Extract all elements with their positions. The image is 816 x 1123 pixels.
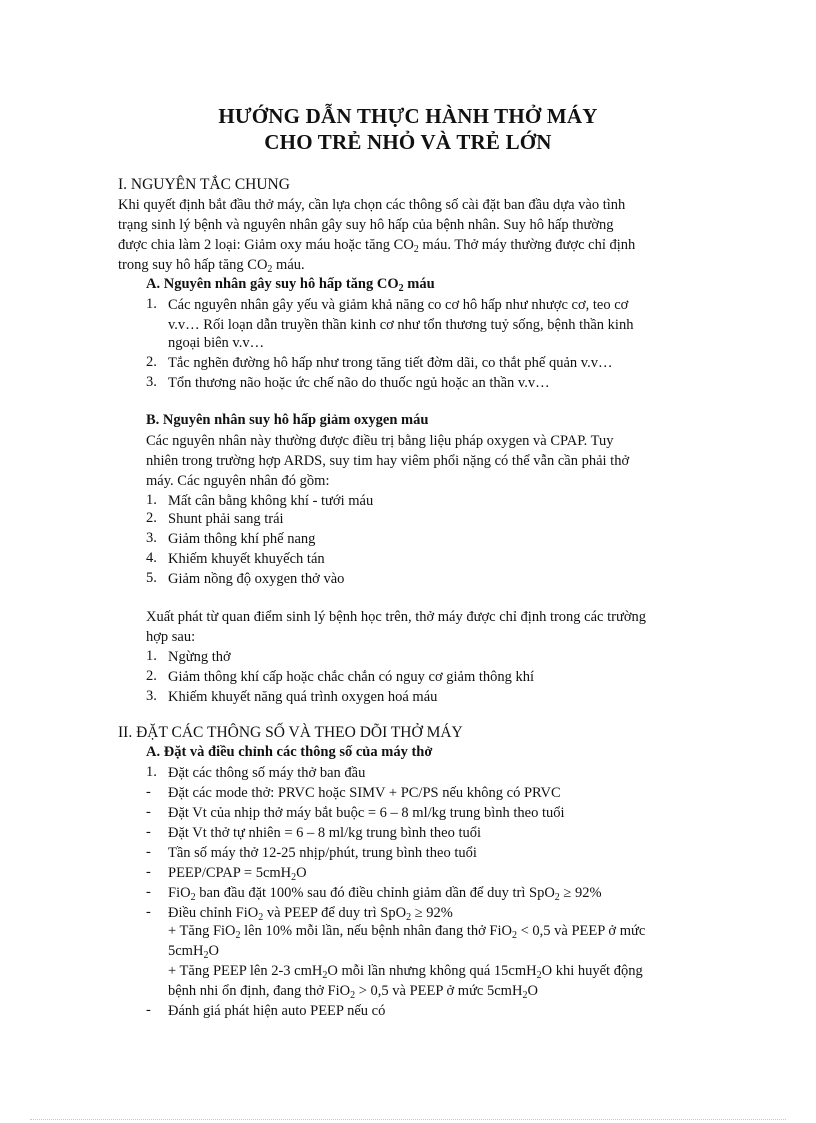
intro-line-4: trong suy hô hấp tăng $CO_2$ máu.: [118, 257, 305, 275]
list-c-num-2: 2.: [146, 668, 157, 684]
list-c-num-3: 3.: [146, 688, 157, 704]
setting-vt-mandatory: Đặt Vt của nhịp thở máy bắt buộc = 6 – 8 ml/kg trung bình theo tuổi: [168, 805, 565, 821]
setting-peep-cpap: PEEP/CPAP = 5cmH$_2$O: [168, 865, 307, 883]
subsection-b-heading: B. Nguyên nhân suy hô hấp giảm oxygen máu: [146, 412, 429, 428]
section-1-heading: I. NGUYÊN TẮC CHUNG: [118, 176, 290, 193]
list-b-num-2: 2.: [146, 510, 157, 526]
list-c-num-1: 1.: [146, 648, 157, 664]
dash-6: -: [146, 884, 151, 900]
list-a-num-2: 2.: [146, 354, 157, 370]
list-a-item-1-line-1: Các nguyên nhân gây yếu và giảm khả năng co cơ hô hấp như nhược cơ, teo cơ: [168, 297, 629, 313]
list-c-item-3: Khiếm khuyết năng quá trình oxygen hoá máu: [168, 689, 438, 705]
list-a-item-1-line-3: ngoại biên v.v…: [168, 335, 265, 351]
list-b-num-3: 3.: [146, 530, 157, 546]
list-b-item-4: Khiếm khuyết khuyếch tán: [168, 551, 325, 567]
subsection-a-heading: A. Nguyên nhân gây suy hô hấp tăng $CO_2$ máu: [146, 276, 435, 294]
setting-adjust-fio2-peep: Điều chỉnh FiO$_2$ và PEEP để duy trì SpO$_2$ ≥ 92%: [168, 905, 453, 923]
para-c-line-1: Xuất phát từ quan điểm sinh lý bệnh học trên, thở máy được chỉ định trong các trường: [146, 609, 646, 625]
para-b-line-3: máy. Các nguyên nhân đó gồm:: [146, 473, 330, 489]
list-a-item-1-line-2: v.v… Rối loạn dẫn truyền thần kinh cơ như tổn thương tuỷ sống, bệnh thần kinh: [168, 317, 634, 333]
list-b-num-5: 5.: [146, 570, 157, 586]
list-a-num-1: 1.: [146, 296, 157, 312]
page-bottom-divider: [30, 1119, 786, 1120]
dash-7: -: [146, 904, 151, 920]
list-b-item-1: Mất cân bằng không khí - tưới máu: [168, 493, 374, 509]
dash-4: -: [146, 844, 151, 860]
section-2-heading: II. ĐẶT CÁC THÔNG SỐ VÀ THEO DÕI THỞ MÁY: [118, 724, 463, 741]
adjust-peep-rule-line-2: bệnh nhi ổn định, đang thở FiO$_2$ > 0,5 và PEEP ở mức 5cmH$_2$O: [168, 983, 538, 1001]
list-a-item-2: Tắc nghẽn đường hô hấp như trong tăng tiết đờm dãi, co thắt phế quản v.v…: [168, 355, 613, 371]
dash-3: -: [146, 824, 151, 840]
setting-rate: Tần số máy thở 12-25 nhịp/phút, trung bình theo tuổi: [168, 845, 477, 861]
intro-line-1: Khi quyết định bắt đầu thở máy, cần lựa chọn các thông số cài đặt ban đầu dựa vào tình: [118, 197, 626, 213]
dash-2: -: [146, 804, 151, 820]
dash-5: -: [146, 864, 151, 880]
list-c-item-1: Ngừng thở: [168, 649, 231, 665]
setting-auto-peep: Đánh giá phát hiện auto PEEP nếu có: [168, 1003, 386, 1019]
setting-modes: Đặt các mode thở: PRVC hoặc SIMV + PC/PS nếu không có PRVC: [168, 785, 561, 801]
list-a-num-3: 3.: [146, 374, 157, 390]
adjust-fio2-rule-line-2: 5cmH$_2$O: [168, 943, 219, 961]
list-c-item-2: Giảm thông khí cấp hoặc chắc chắn có nguy cơ giảm thông khí: [168, 669, 535, 685]
setting-fio2-initial: FiO$_2$ ban đầu đặt 100% sau đó điều chỉnh giảm dần để duy trì SpO$_2$ ≥ 92%: [168, 885, 602, 903]
list-a-item-3: Tổn thương não hoặc ức chế não do thuốc ngủ hoặc an thần v.v…: [168, 375, 550, 391]
list-b-item-2: Shunt phải sang trái: [168, 511, 284, 527]
intro-line-3: được chia làm 2 loại: Giảm oxy máu hoặc tăng $CO_2$ máu. Thở máy thường được chỉ định: [118, 237, 636, 255]
intro-line-2: trạng sinh lý bệnh và nguyên nhân gây suy hô hấp của bệnh nhân. Suy hô hấp thường: [118, 217, 614, 233]
para-c-line-2: hợp sau:: [146, 629, 196, 645]
para-b-line-2: nhiên trong trường hợp ARDS, suy tim hay viêm phổi nặng có thể vẫn cần phải thở: [146, 453, 630, 469]
para-b-line-1: Các nguyên nhân này thường được điều trị bằng liệu pháp oxygen và CPAP. Tuy: [146, 433, 614, 449]
adjust-fio2-rule-line-1: + Tăng FiO$_2$ lên 10% mỗi lần, nếu bệnh nhân đang thở FiO$_2$ < 0,5 và PEEP ở mức: [168, 923, 646, 941]
list-b-item-5: Giảm nồng độ oxygen thở vào: [168, 571, 345, 587]
adjust-peep-rule-line-1: + Tăng PEEP lên 2-3 cmH$_2$O mỗi lần nhưng không quá 15cmH$_2$O khi huyết động: [168, 963, 643, 981]
list-b-item-3: Giảm thông khí phế nang: [168, 531, 316, 547]
dash-8: -: [146, 1002, 151, 1018]
section-2-num-1: 1.: [146, 764, 157, 780]
setting-vt-spontaneous: Đặt Vt thở tự nhiên = 6 – 8 ml/kg trung bình theo tuổi: [168, 825, 482, 841]
document-title-line-1: HƯỚNG DẪN THỰC HÀNH THỞ MÁY: [218, 104, 598, 128]
section-2-item-1: Đặt các thông số máy thở ban đầu: [168, 765, 366, 781]
section-2-subsection-a-heading: A. Đặt và điều chỉnh các thông số của máy thở: [146, 744, 433, 760]
list-b-num-1: 1.: [146, 492, 157, 508]
list-b-num-4: 4.: [146, 550, 157, 566]
document-title-line-2: CHO TRẺ NHỎ VÀ TRẺ LỚN: [264, 130, 552, 154]
dash-1: -: [146, 784, 151, 800]
